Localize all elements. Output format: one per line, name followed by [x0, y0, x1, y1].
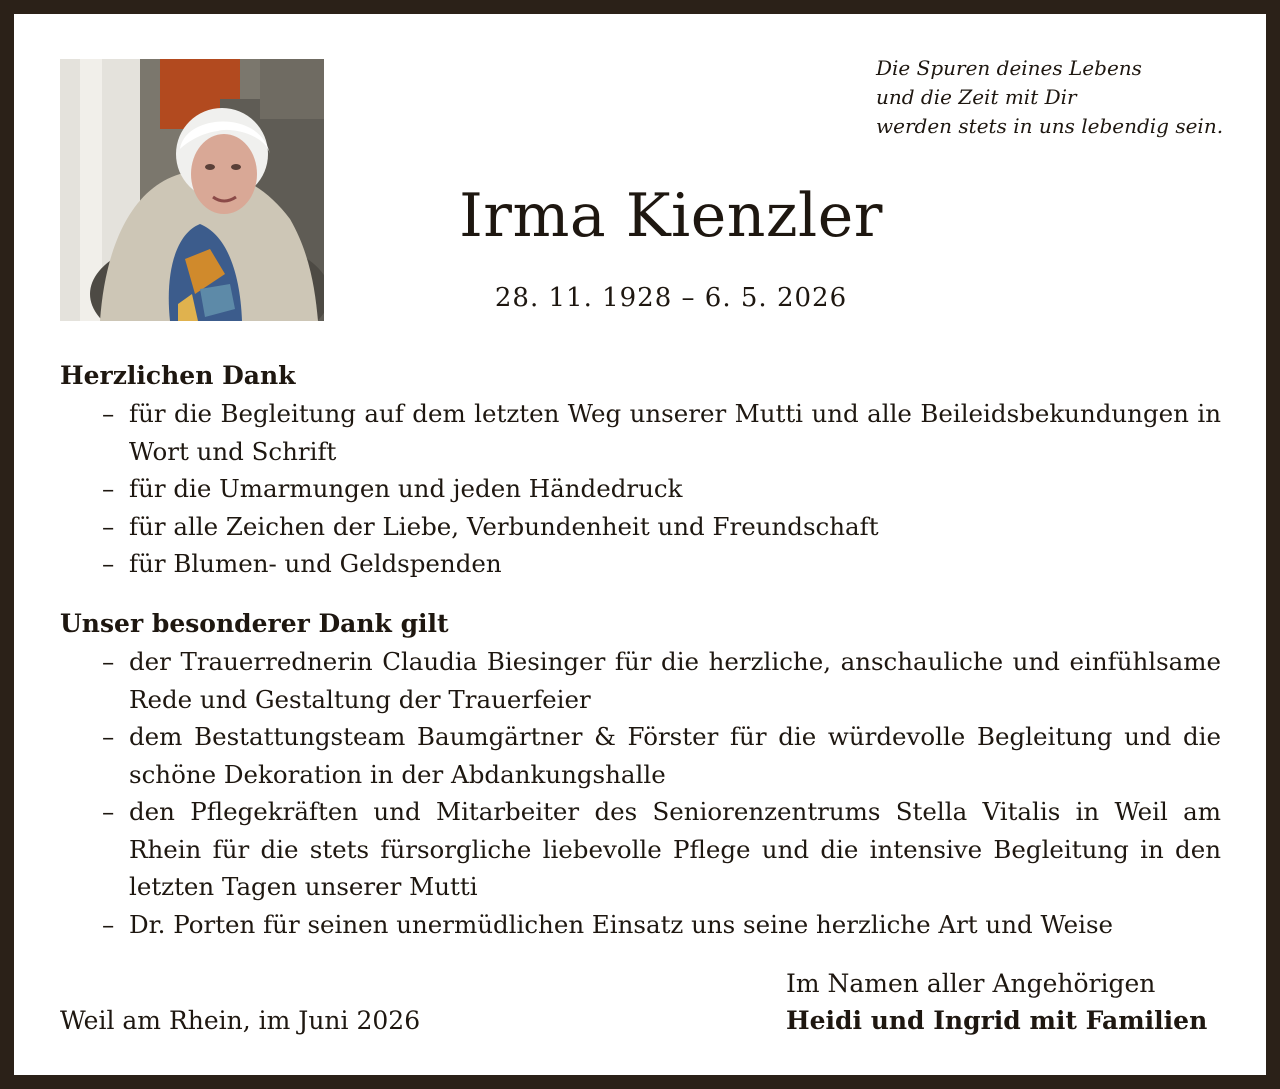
dash-bullet: – — [102, 722, 115, 751]
list-item — [100, 470, 1221, 508]
list-item-text: dem Bestattungsteam Baumgärtner & Förster für die würdevolle Begleitung und die schöne Dekoration in der Abdankungshalle — [129, 722, 1221, 789]
thanks-heading: Herzlichen Dank — [60, 361, 296, 390]
life-dates: 28. 11. 1928 – 6. 5. 2026 — [494, 283, 848, 313]
list-item-text: den Pflegekräften und Mitarbeiter des Seniorenzentrums Stella Vitalis in Weil am Rhein für die stets fürsorgliche liebevolle Pflege und die intensive Begleitung in den letzten Tagen unserer Mutti — [129, 797, 1221, 901]
dash-bullet: – — [102, 511, 115, 541]
dash-bullet: – — [102, 909, 115, 939]
list-item-text: für alle Zeichen der Liebe, Verbundenheit und Freundschaft — [129, 511, 879, 541]
dash-bullet: – — [102, 647, 115, 676]
signature-family: Heidi und Ingrid mit Familien — [786, 1006, 1208, 1035]
dash-bullet: – — [102, 549, 115, 578]
list-item — [100, 508, 1221, 546]
list-item — [100, 793, 1221, 906]
place-and-date: Weil am Rhein, im Juni 2026 — [60, 1006, 421, 1035]
list-item-text: der Trauerrednerin Claudia Biesinger für die herzliche, anschauliche und einfühlsame Rede und Gestaltung der Trauerfeier — [129, 647, 1221, 714]
list-item — [100, 395, 1221, 470]
dash-bullet: – — [102, 474, 115, 503]
motto-line: werden stets in uns lebendig sein. — [876, 114, 1224, 138]
list-item-text: für Blumen- und Geldspenden — [129, 549, 502, 578]
dash-bullet: – — [102, 399, 115, 428]
motto-line: und die Zeit mit Dir — [876, 85, 1077, 109]
list-item — [100, 643, 1221, 718]
dash-bullet: – — [102, 797, 115, 826]
special-thanks-list — [100, 643, 1221, 943]
thanks-list — [100, 395, 1221, 583]
motto-line: Die Spuren deines Lebens — [876, 56, 1142, 80]
list-item — [100, 718, 1221, 793]
deceased-name: Irma Kienzler — [459, 181, 883, 251]
list-item-text: für die Begleitung auf dem letzten Weg unserer Mutti und alle Beileidsbekundungen in Wort und Schrift — [129, 399, 1221, 466]
list-item-text: Dr. Porten für seinen unermüdlichen Einsatz uns seine herzliche Art und Weise — [129, 909, 1114, 939]
list-item — [100, 906, 1221, 944]
list-item-text: für die Umarmungen und jeden Händedruck — [129, 474, 683, 503]
list-item — [100, 545, 1221, 583]
signature-intro: Im Namen aller Angehörigen — [786, 969, 1156, 998]
signature — [786, 965, 1207, 1039]
motto — [876, 54, 1223, 141]
special-thanks-heading: Unser besonderer Dank gilt — [60, 609, 449, 638]
